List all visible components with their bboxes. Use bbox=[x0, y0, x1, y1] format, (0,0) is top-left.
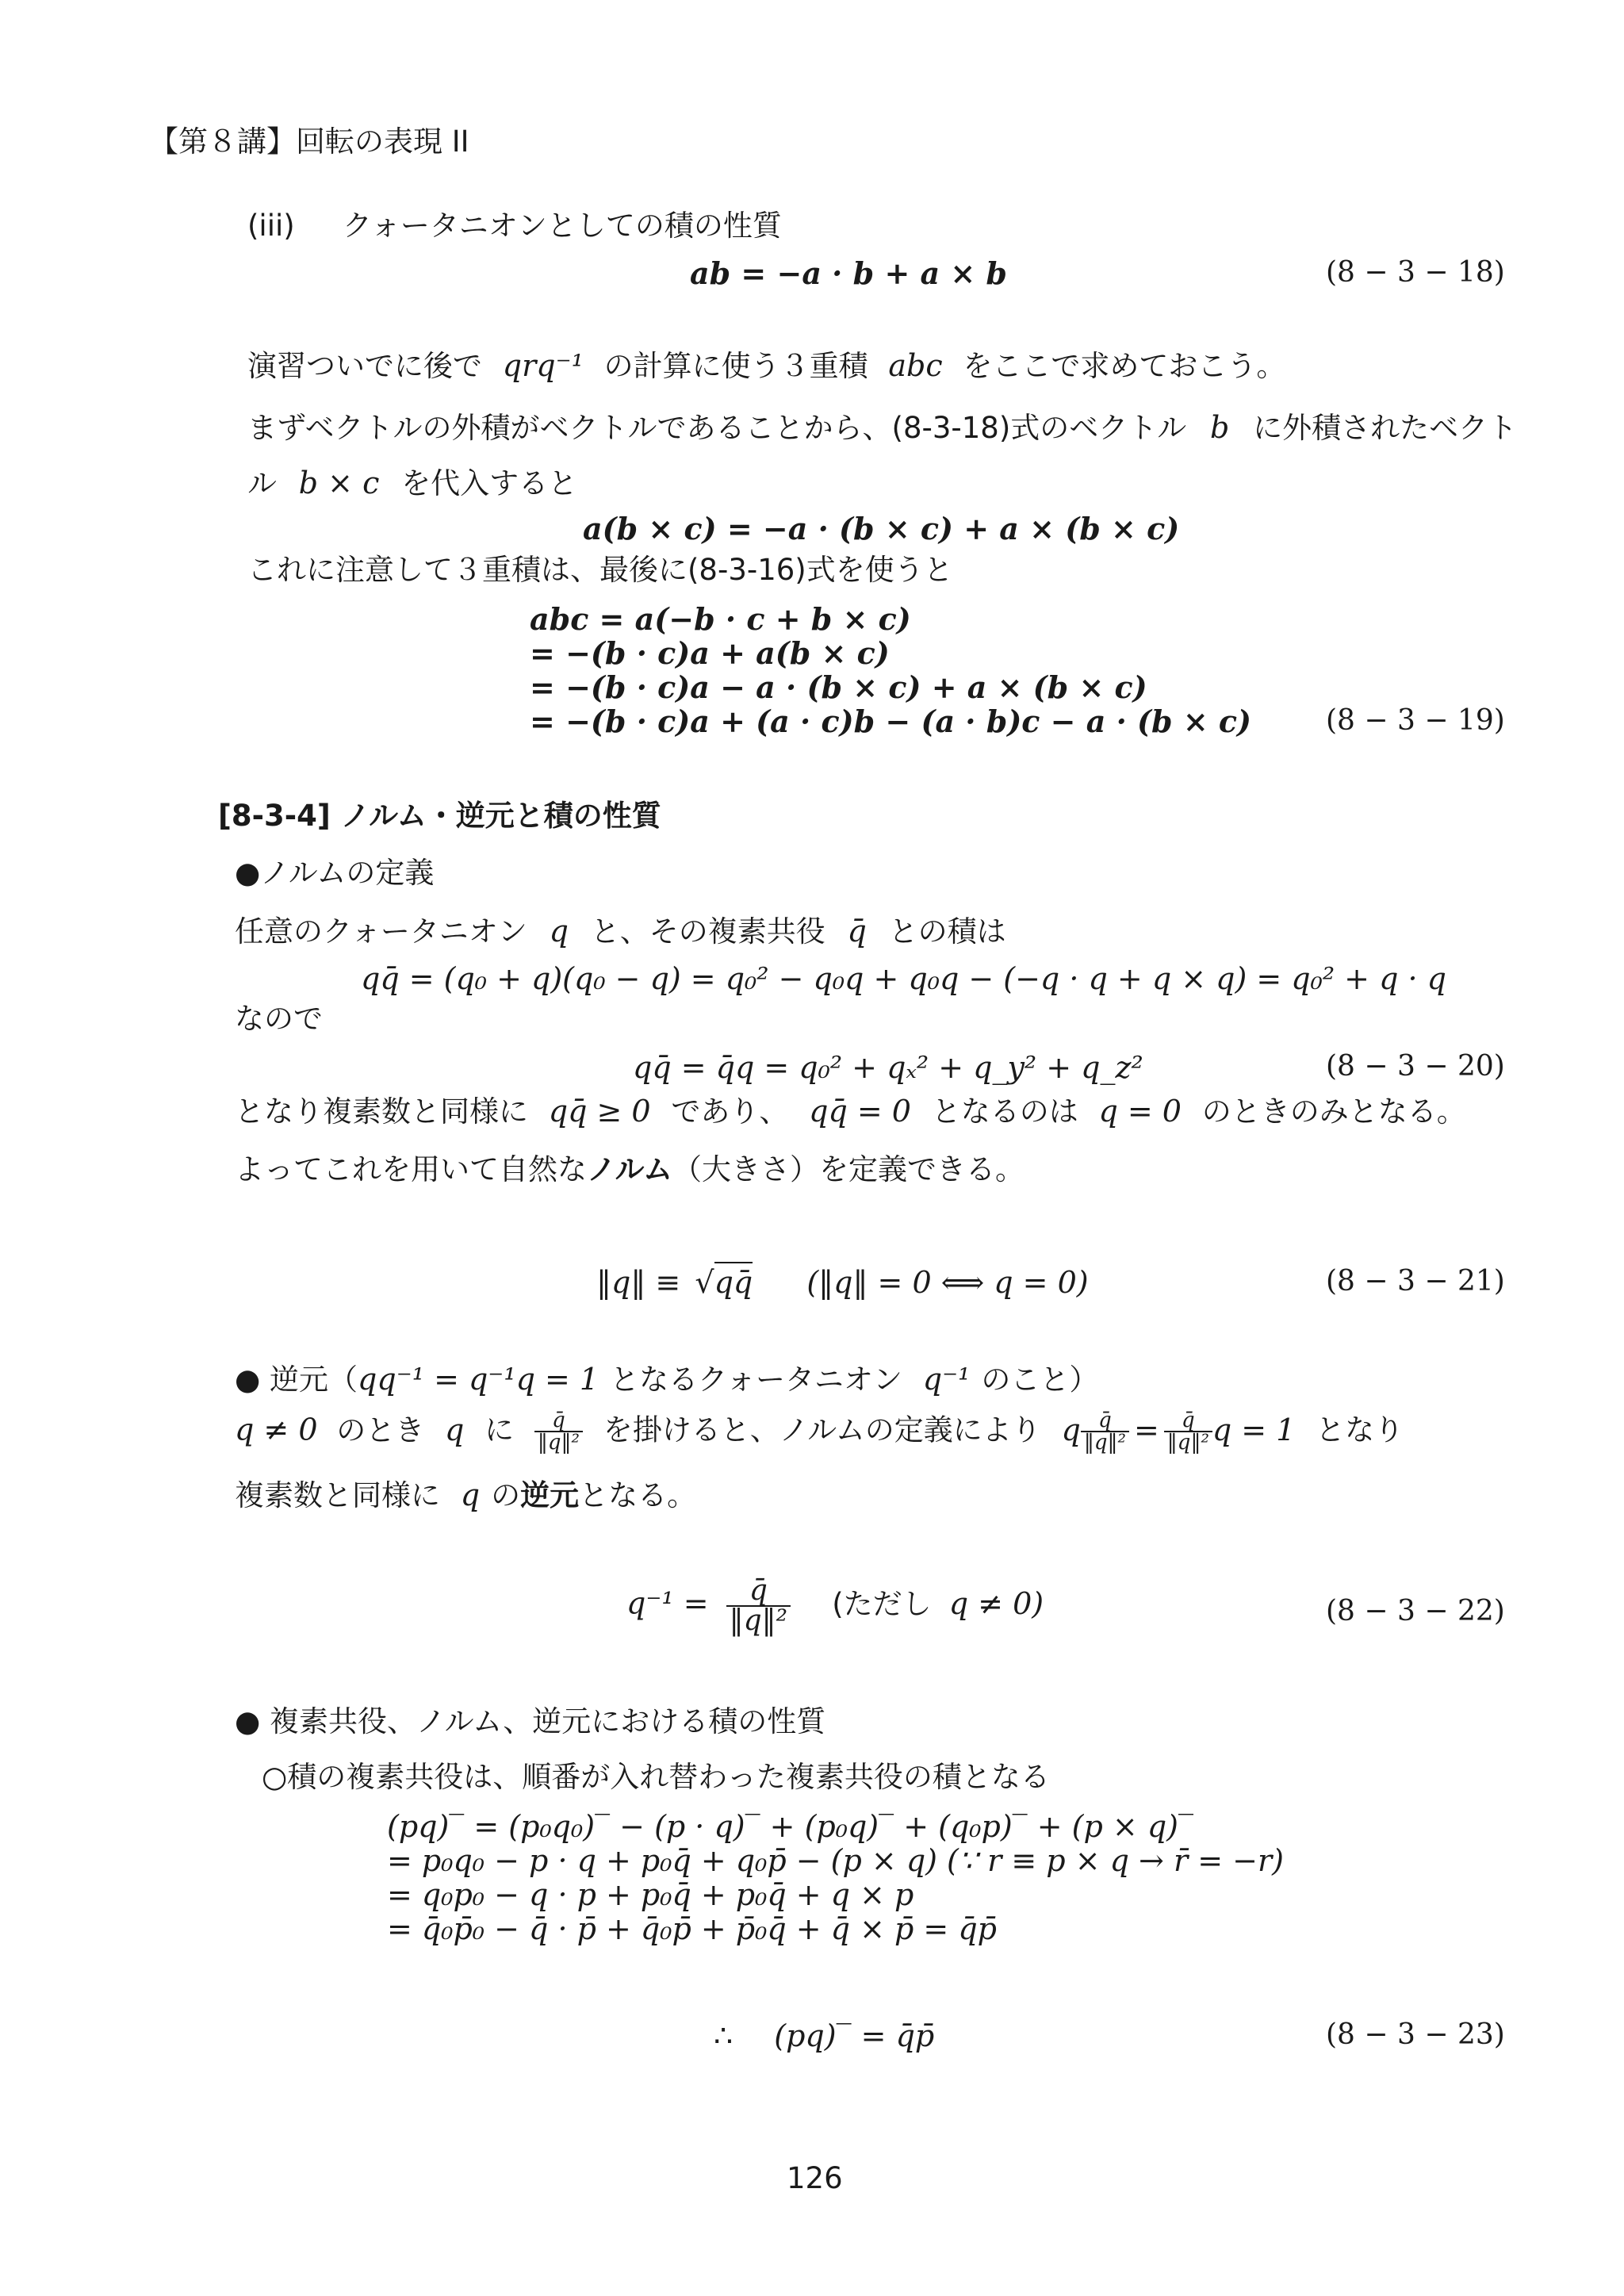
paragraph-1-text-c: をここで求めておこう。 bbox=[963, 349, 1286, 383]
bullet-norm-definition: ●ノルムの定義 bbox=[235, 856, 435, 890]
math-qqbar-eq-0: qq̄ = 0 bbox=[809, 1094, 911, 1129]
sub-item-title: クォータニオンとしての積の性質 bbox=[343, 209, 782, 243]
bullet-inverse-text-b: となるクォータニオン bbox=[610, 1363, 902, 1397]
therefore-symbol: ∴ bbox=[714, 2018, 733, 2053]
paragraph-7-text-b: であり、 bbox=[671, 1094, 789, 1129]
fraction-numerator: q̄ bbox=[726, 1577, 791, 1607]
math-q-2: q bbox=[445, 1412, 465, 1447]
paragraph-10-text-c: となる。 bbox=[579, 1478, 697, 1512]
sqrt-radicand: qq̄ bbox=[714, 1262, 753, 1300]
paragraph-9-text-d: となり bbox=[1316, 1412, 1404, 1447]
equation-a-bxc: a(b × c) = −a · (b × c) + a × (b × c) bbox=[583, 511, 1180, 546]
equation-number-8-3-22: (8 − 3 − 22) bbox=[1326, 1595, 1505, 1627]
math-inverse-identity: qq⁻¹ = q⁻¹q = 1 bbox=[358, 1362, 599, 1397]
paragraph-5-text-c: との積は bbox=[888, 914, 1006, 949]
inverse-condition-math: q ≠ 0) bbox=[948, 1585, 1044, 1621]
paragraph-5-text-a: 任意のクォータニオン bbox=[235, 914, 527, 949]
fraction-denominator: ‖q‖² bbox=[537, 1431, 580, 1455]
sub-bullet-conjugate-product: ○積の複素共役は、順番が入れ替わった複素共役の積となる bbox=[262, 1760, 1050, 1794]
paragraph-8 bbox=[235, 1152, 1025, 1186]
page-number: 126 bbox=[787, 2161, 843, 2195]
equals-sign: = bbox=[1133, 1412, 1159, 1447]
equation-8-3-21 bbox=[596, 1265, 1089, 1300]
paragraph-1-text-b: の計算に使う３重積 bbox=[603, 349, 868, 383]
math-q-neq-0: q ≠ 0 bbox=[235, 1412, 318, 1447]
fraction-qbar-over-norm-sq-3 bbox=[1164, 1410, 1212, 1453]
paragraph-9 bbox=[235, 1410, 1404, 1453]
inverse-lhs: q⁻¹ = bbox=[626, 1585, 709, 1621]
paragraph-5-text-b: と、その複素共役 bbox=[590, 914, 825, 949]
fraction-numerator: q̄ bbox=[534, 1410, 583, 1432]
norm-lhs: ‖q‖ ≡ bbox=[596, 1265, 681, 1300]
math-abc: abc bbox=[888, 348, 943, 383]
paragraph-4: これに注意して３重積は、最後に(8-3-16)式を使うと bbox=[247, 553, 953, 587]
fraction-qbar-over-norm-sq bbox=[534, 1410, 583, 1453]
paragraph-10 bbox=[235, 1480, 696, 1510]
paragraph-7 bbox=[235, 1094, 1466, 1129]
bullet-inverse-text-a: ● 逆元（ bbox=[235, 1363, 358, 1397]
bullet-product-properties: ● 複素共役、ノルム、逆元における積の性質 bbox=[235, 1704, 826, 1738]
paragraph-9-text-c: を掛けると、ノルムの定義により bbox=[603, 1412, 1041, 1447]
paragraph-10-text-a: 複素数と同様に bbox=[235, 1478, 440, 1512]
equation-8-3-18: ab = −a · b + a × b bbox=[690, 255, 1008, 291]
paragraph-7-text-a: となり複素数と同様に bbox=[235, 1094, 528, 1129]
math-q-4: q bbox=[460, 1478, 481, 1512]
fraction-denominator: ‖q‖² bbox=[1083, 1431, 1126, 1455]
norm-zero-condition: (‖q‖ = 0 ⟺ q = 0) bbox=[806, 1265, 1089, 1300]
paragraph-10-text-b: の bbox=[491, 1478, 521, 1512]
paragraph-6: なので bbox=[235, 1002, 323, 1036]
fraction-numerator: q̄ bbox=[1164, 1410, 1212, 1432]
math-b: b bbox=[1210, 410, 1230, 445]
fraction-denominator: ‖q‖² bbox=[729, 1604, 788, 1637]
math-qqbar-geq-0: qq̄ ≥ 0 bbox=[548, 1094, 651, 1129]
equation-number-8-3-21: (8 − 3 − 21) bbox=[1326, 1265, 1505, 1297]
equation-8-3-19-line-4: = −(b · c)a + (a · c)b − (a · b)c − a · (b × c) bbox=[530, 703, 1252, 739]
paragraph-3-text-a: ル bbox=[247, 466, 277, 500]
fraction-denominator: ‖q‖² bbox=[1166, 1431, 1209, 1455]
paragraph-1 bbox=[247, 348, 1286, 383]
paragraph-8-text-a: よってこれを用いて自然な bbox=[235, 1152, 587, 1186]
equation-8-3-19-line-1: abc = a(−b · c + b × c) bbox=[530, 601, 911, 637]
conjugate-derivation-line-2: = p₀q₀ − p · q + p₀q̄ + q₀p̄ − (p × q) (∵ r ≡ p × q → r̄ = −r) bbox=[387, 1843, 1284, 1878]
sqrt-symbol: √ bbox=[695, 1265, 714, 1300]
equation-q-qbar-expansion: qq̄ = (q₀ + q)(q₀ − q) = q₀² − q₀q + q₀q − (−q · q + q × q) = q₀² + q · q bbox=[361, 961, 1446, 996]
equation-number-8-3-20: (8 − 3 − 20) bbox=[1326, 1050, 1505, 1083]
paragraph-3-text-b: を代入すると bbox=[401, 466, 578, 500]
paragraph-5 bbox=[235, 914, 1006, 949]
paragraph-1-text-a: 演習ついでに後で bbox=[247, 349, 482, 383]
conjugate-derivation-line-1: (pq)‾ = (p₀q₀)‾ − (p · q)‾ + (p₀q)‾ + (q₀p)‾ + (p × q)‾ bbox=[387, 1809, 1193, 1844]
math-q: q bbox=[549, 914, 569, 949]
conjugate-derivation-line-3: = q₀p₀ − q · p + p₀q̄ + p₀q̄ + q × p bbox=[387, 1877, 914, 1912]
section-heading: [8-3-4] ノルム・逆元と積の性質 bbox=[218, 799, 661, 833]
math-q-inverse: q⁻¹ bbox=[922, 1362, 971, 1397]
bullet-inverse bbox=[235, 1362, 1099, 1397]
sub-item-label: (iii) bbox=[247, 209, 295, 243]
conjugate-derivation-line-4: = q̄₀p̄₀ − q̄ · p̄ + q̄₀p̄ + p̄₀q̄ + q̄ × p̄ = q̄p̄ bbox=[387, 1911, 997, 1946]
bullet-inverse-text-c: のこと） bbox=[981, 1363, 1099, 1397]
equation-8-3-19-line-2: = −(b · c)a + a(b × c) bbox=[530, 635, 890, 671]
math-qrq-inverse: qrq⁻¹ bbox=[502, 348, 584, 383]
equation-8-3-19-line-3: = −(b · c)a − a · (b × c) + a × (b × c) bbox=[530, 669, 1147, 705]
conjugate-product-result: (pq)‾ = q̄p̄ bbox=[774, 2018, 935, 2053]
page-header: 【第８講】回転の表現 II bbox=[149, 125, 469, 159]
paragraph-3 bbox=[247, 468, 577, 498]
fraction-inverse bbox=[726, 1574, 791, 1637]
paragraph-8-text-b: （大きさ）を定義できる。 bbox=[672, 1152, 1025, 1186]
equation-number-8-3-19: (8 − 3 − 19) bbox=[1326, 704, 1505, 737]
equation-8-3-22 bbox=[626, 1574, 1044, 1637]
inverse-condition-text: (ただし bbox=[832, 1586, 932, 1621]
equation-number-8-3-18: (8 − 3 − 18) bbox=[1326, 256, 1505, 289]
equation-8-3-23 bbox=[714, 2018, 935, 2053]
term-inverse: 逆元 bbox=[520, 1478, 580, 1512]
paragraph-7-text-c: となるのは bbox=[931, 1094, 1078, 1129]
equation-number-8-3-23: (8 − 3 − 23) bbox=[1326, 2018, 1505, 2051]
paragraph-9-text-a: のとき bbox=[336, 1412, 425, 1447]
math-q-bar: q̄ bbox=[847, 914, 867, 949]
fraction-qbar-over-norm-sq-2 bbox=[1081, 1410, 1129, 1453]
paragraph-7-text-d: のときのみとなる。 bbox=[1201, 1094, 1466, 1129]
term-norm: ノルム bbox=[587, 1152, 673, 1186]
math-b-cross-c: b × c bbox=[298, 466, 380, 500]
paragraph-9-text-b: に bbox=[485, 1412, 515, 1447]
math-q-eq-1: q = 1 bbox=[1212, 1412, 1296, 1447]
math-q-3: q bbox=[1061, 1412, 1081, 1447]
paragraph-2-text-a: まずベクトルの外積がベクトルであることから、(8-3-18)式のベクトル bbox=[247, 411, 1187, 445]
fraction-numerator: q̄ bbox=[1081, 1410, 1129, 1432]
paragraph-2-text-b: に外積されたベクト bbox=[1253, 411, 1518, 445]
math-q-eq-0: q = 0 bbox=[1098, 1094, 1182, 1129]
paragraph-2 bbox=[247, 412, 1517, 443]
equation-8-3-20: qq̄ = q̄q = q₀² + qₓ² + q_y² + q_z² bbox=[633, 1050, 1143, 1085]
